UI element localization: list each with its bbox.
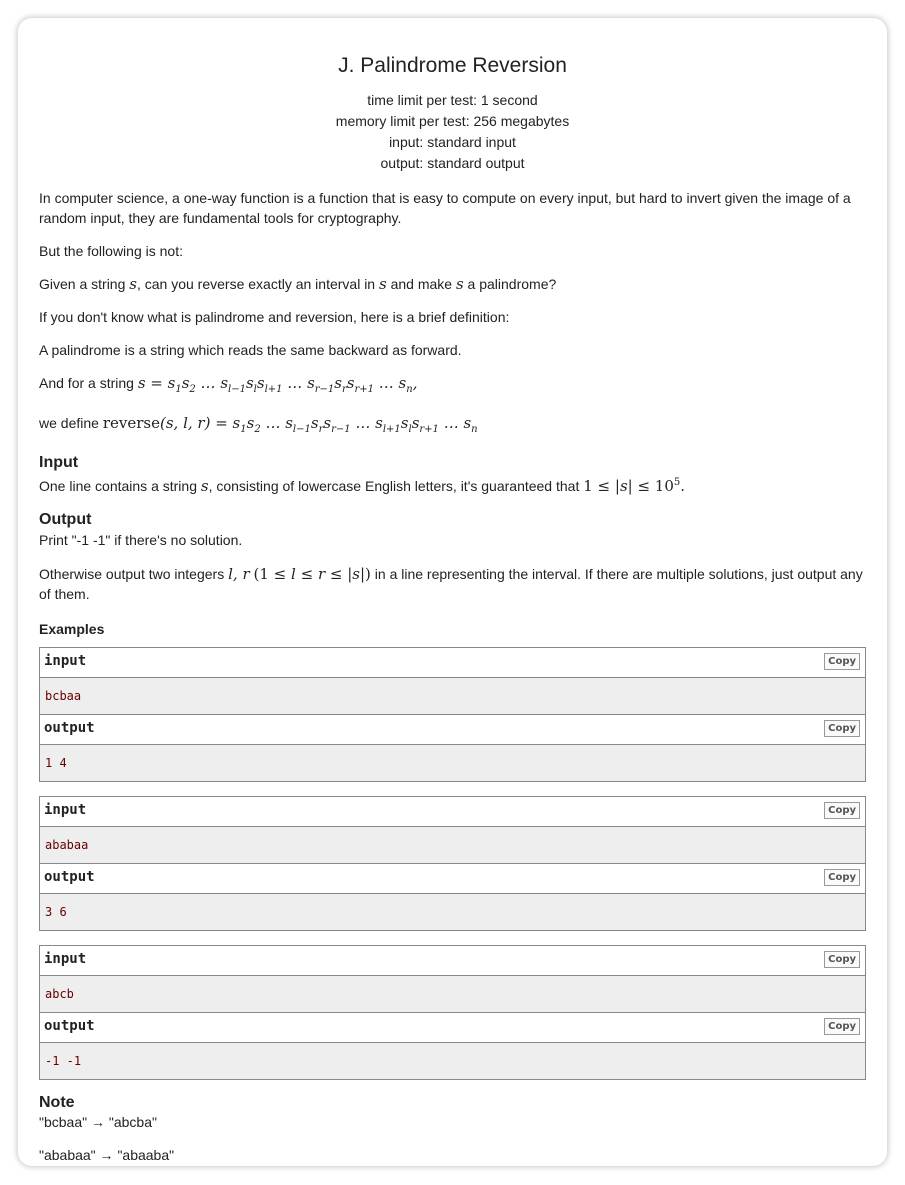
example-block [39, 945, 866, 1080]
input-file: input: standard input [389, 134, 516, 150]
example-input-header [40, 946, 865, 976]
statement-paragraph: If you don't know what is palindrome and reversion, here is a brief definition: [39, 309, 510, 325]
copy-button[interactable]: Copy [824, 653, 860, 670]
formula-reverse: (s, l, $r) = s_1s_2$ … $s_{l-1}s_rs_{r-1}$ … $s_{l+1}s_ls_{r+1}$ … $s_n$ [159, 414, 478, 435]
problem-statement [39, 188, 866, 440]
output-section-text: Otherwise output two integers l, r (1 ≤ l ≤ r ≤ |s|) in a line representing the interval. If there are multiple solutions, just output any of them. [39, 565, 863, 602]
output-label: output [44, 720, 95, 736]
input-section [39, 453, 866, 496]
note-section [39, 1094, 866, 1165]
formula-lr: l, r [228, 565, 250, 583]
problem-card [18, 18, 887, 1166]
note-line: "bcbaa" → "abcba" [39, 1114, 157, 1130]
copy-button[interactable]: Copy [824, 951, 860, 968]
example-block [39, 647, 866, 782]
output-file: output: standard output [380, 155, 525, 171]
note-line: "ababaa" → "abaaba" [39, 1147, 175, 1163]
example-output-header [40, 864, 865, 894]
output-section [39, 510, 866, 604]
statement-paragraph: Given a string s, can you reverse exactly an interval in s and make s a palindrome? [39, 275, 557, 293]
example-block [39, 796, 866, 931]
example-output-header [40, 715, 865, 745]
right-arrow-icon: → [99, 1147, 114, 1163]
example-output: -1 -1 [40, 1043, 865, 1079]
input-label: input [44, 653, 87, 669]
example-input: abcb [40, 976, 865, 1013]
example-input: ababaa [40, 827, 865, 864]
statement-paragraph: In computer science, a one-way function is a function that is easy to compute on every input, but hard to invert given the image of a random input, they are fundamental tools for cryptography. [39, 190, 851, 226]
reverse-definition: we define reverse(s, l, $r) = s_1s_2$ … $s_{l-1}s_rs_{r-1}$ … $s_{l+1}s_ls_{r+1}$ … $s_n$ [39, 414, 478, 435]
formula-constraint: $1 \le |s| \le 10^5$. [583, 477, 686, 495]
output-label: output [44, 869, 95, 885]
examples-title: Examples [39, 621, 105, 637]
formula-range: (1 ≤ l ≤ r ≤ |s|) [253, 565, 371, 583]
example-input: bcbaa [40, 678, 865, 715]
right-arrow-icon: → [90, 1114, 105, 1130]
problem-header [39, 18, 866, 174]
example-input-header [40, 797, 865, 827]
example-output: 1 4 [40, 745, 865, 781]
input-section-text: One line contains a string s, consisting of lowercase English letters, it's guaranteed that $1 \le |s| \le 10^5$. [39, 477, 686, 495]
memory-limit: memory limit per test: 256 megabytes [335, 113, 570, 129]
note-title: Note [39, 1094, 75, 1111]
output-section-title: Output [39, 511, 92, 528]
formula-s: $s = s_1s_2$ … $s_{l-1}s_ls_{l+1}$ … $s_{r-1}s_rs_{r+1}$ … $s_n$, [137, 374, 418, 395]
time-limit: time limit per test: 1 second [367, 92, 538, 108]
statement-paragraph: But the following is not: [39, 243, 183, 259]
example-input-header [40, 648, 865, 678]
copy-button[interactable]: Copy [824, 1018, 860, 1035]
copy-button[interactable]: Copy [824, 869, 860, 886]
problem-title: J. Palindrome Reversion [338, 54, 567, 77]
output-section-text: Print "-1 -1" if there's no solution. [39, 532, 243, 548]
string-definition: And for a string $s = s_1s_2$ … $s_{l-1}s_ls_{l+1}$ … $s_{r-1}s_rs_{r+1}$ … $s_n$, [39, 374, 418, 395]
example-output: 3 6 [40, 894, 865, 930]
example-output-header [40, 1013, 865, 1043]
copy-button[interactable]: Copy [824, 802, 860, 819]
input-label: input [44, 802, 87, 818]
copy-button[interactable]: Copy [824, 720, 860, 737]
input-section-title: Input [39, 454, 79, 471]
output-label: output [44, 1018, 95, 1034]
statement-paragraph: A palindrome is a string which reads the same backward as forward. [39, 342, 462, 358]
input-label: input [44, 951, 87, 967]
